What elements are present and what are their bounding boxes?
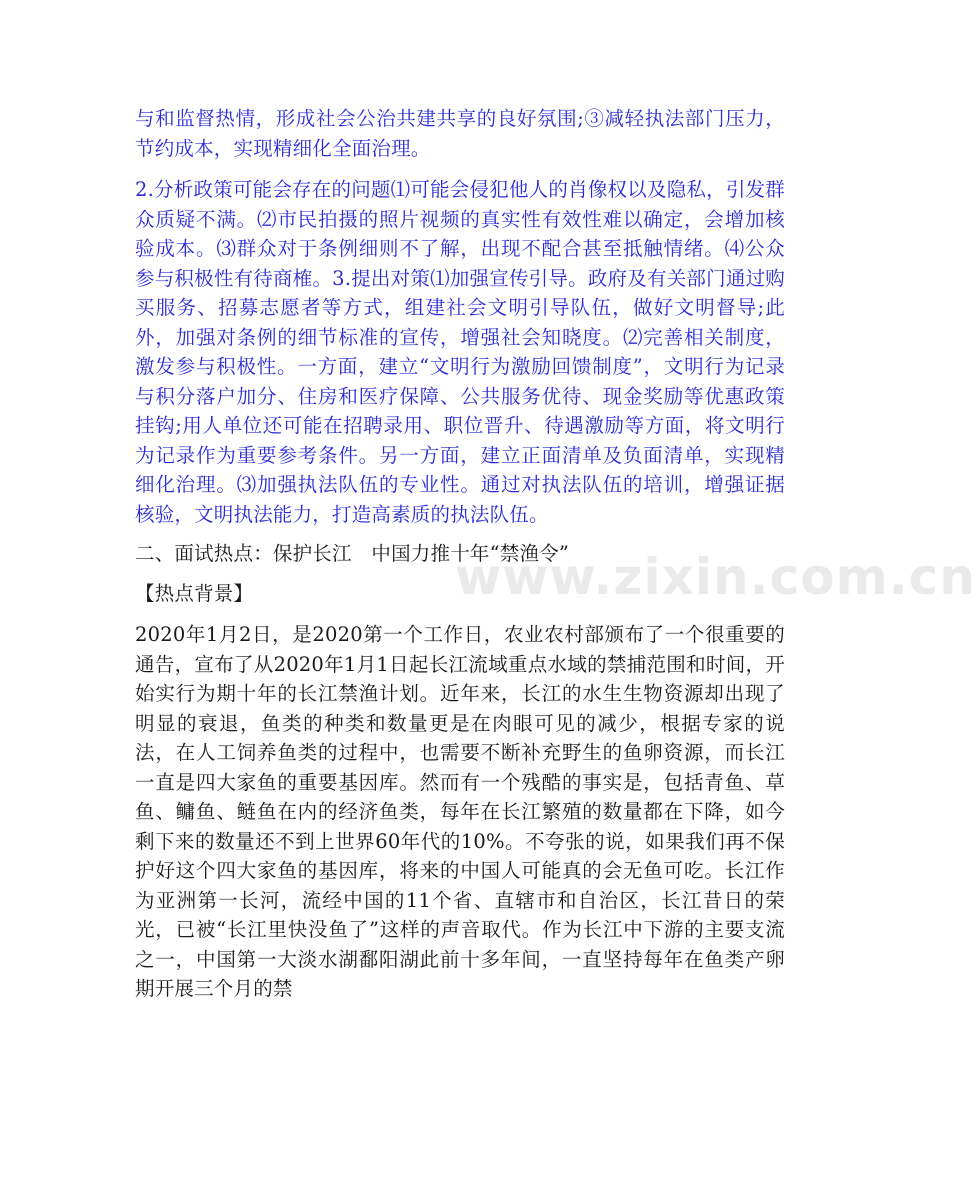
subsection-label: 【热点背景】 [135,581,254,605]
document-page [135,104,785,1004]
paragraph-problems-and-countermeasures: 2.分析政策可能会存在的问题⑴可能会侵犯他人的肖像权以及隐私，引发群众质疑不满。⑵市民拍摄的照片视频的真实性有效性难以确定，会增加核验成本。⑶群众对于条例细则不了解，出现不配合甚至抵触情绪。⑷公众参与积极性有待商榷。3.提出对策⑴加强宣传引导。政府及有关部门通过购买服务、招募志愿者等方式，组建社会文明引导队伍，做好文明督导;此外，加强对条例的细节标准的宣传，增强社会知晓度。⑵完善相关制度，激发参与积极性。一方面，建立“文明行为激励回馈制度”，文明行为记录与积分落户加分、住房和医疗保障、公共服务优待、现金奖励等优惠政策挂钩;用人单位还可能在招聘录用、职位晋升、待遇激励等方面，将文明行为记录作为重要参考条件。另一方面，建立正面清单及负面清单，实现精细化治理。⑶加强执法队伍的专业性。通过对执法队伍的培训，增强证据核验，文明执法能力，打造高素质的执法队伍。 [135,178,785,526]
watermark: www.zixin.com.cn [455,548,976,606]
section-heading: 二、面试热点：保护长江 中国力推十年“禁渔令” [135,542,570,565]
paragraph-measures-summary: 与和监督热情，形成社会公治共建共享的良好氛围;③减轻执法部门压力，节约成本，实现精细化全面治理。 [135,107,785,160]
paragraph-background: 2020年1月2日，是2020第一个工作日，农业农村部颁布了一个很重要的通告，宣布了从2020年1月1日起长江流域重点水域的禁捕范围和时间，开始实行为期十年的长江禁渔计划。近年来，长江的水生生物资源却出现了明显的衰退，鱼类的种类和数量更是在肉眼可见的减少，根据专家的说法，在人工饲养鱼类的过程中，也需要不断补充野生的鱼卵资源，而长江一直是四大家鱼的重要基因库。然而有一个残酷的事实是，包括青鱼、草鱼、鳙鱼、鲢鱼在内的经济鱼类，每年在长江繁殖的数量都在下降，如今剩下来的数量还不到上世界60年代的10%。不夸张的说，如果我们再不保护好这个四大家鱼的基因库，将来的中国人可能真的会无鱼可吃。长江作为亚洲第一长河，流经中国的11个省、直辖市和自治区，长江昔日的荣光，已被“长江里快没鱼了”这样的声音取代。作为长江中下游的主要支流之一，中国第一大淡水湖鄱阳湖此前十多年间，一直坚持每年在鱼类产卵期开展三个月的禁 [135,623,785,1000]
